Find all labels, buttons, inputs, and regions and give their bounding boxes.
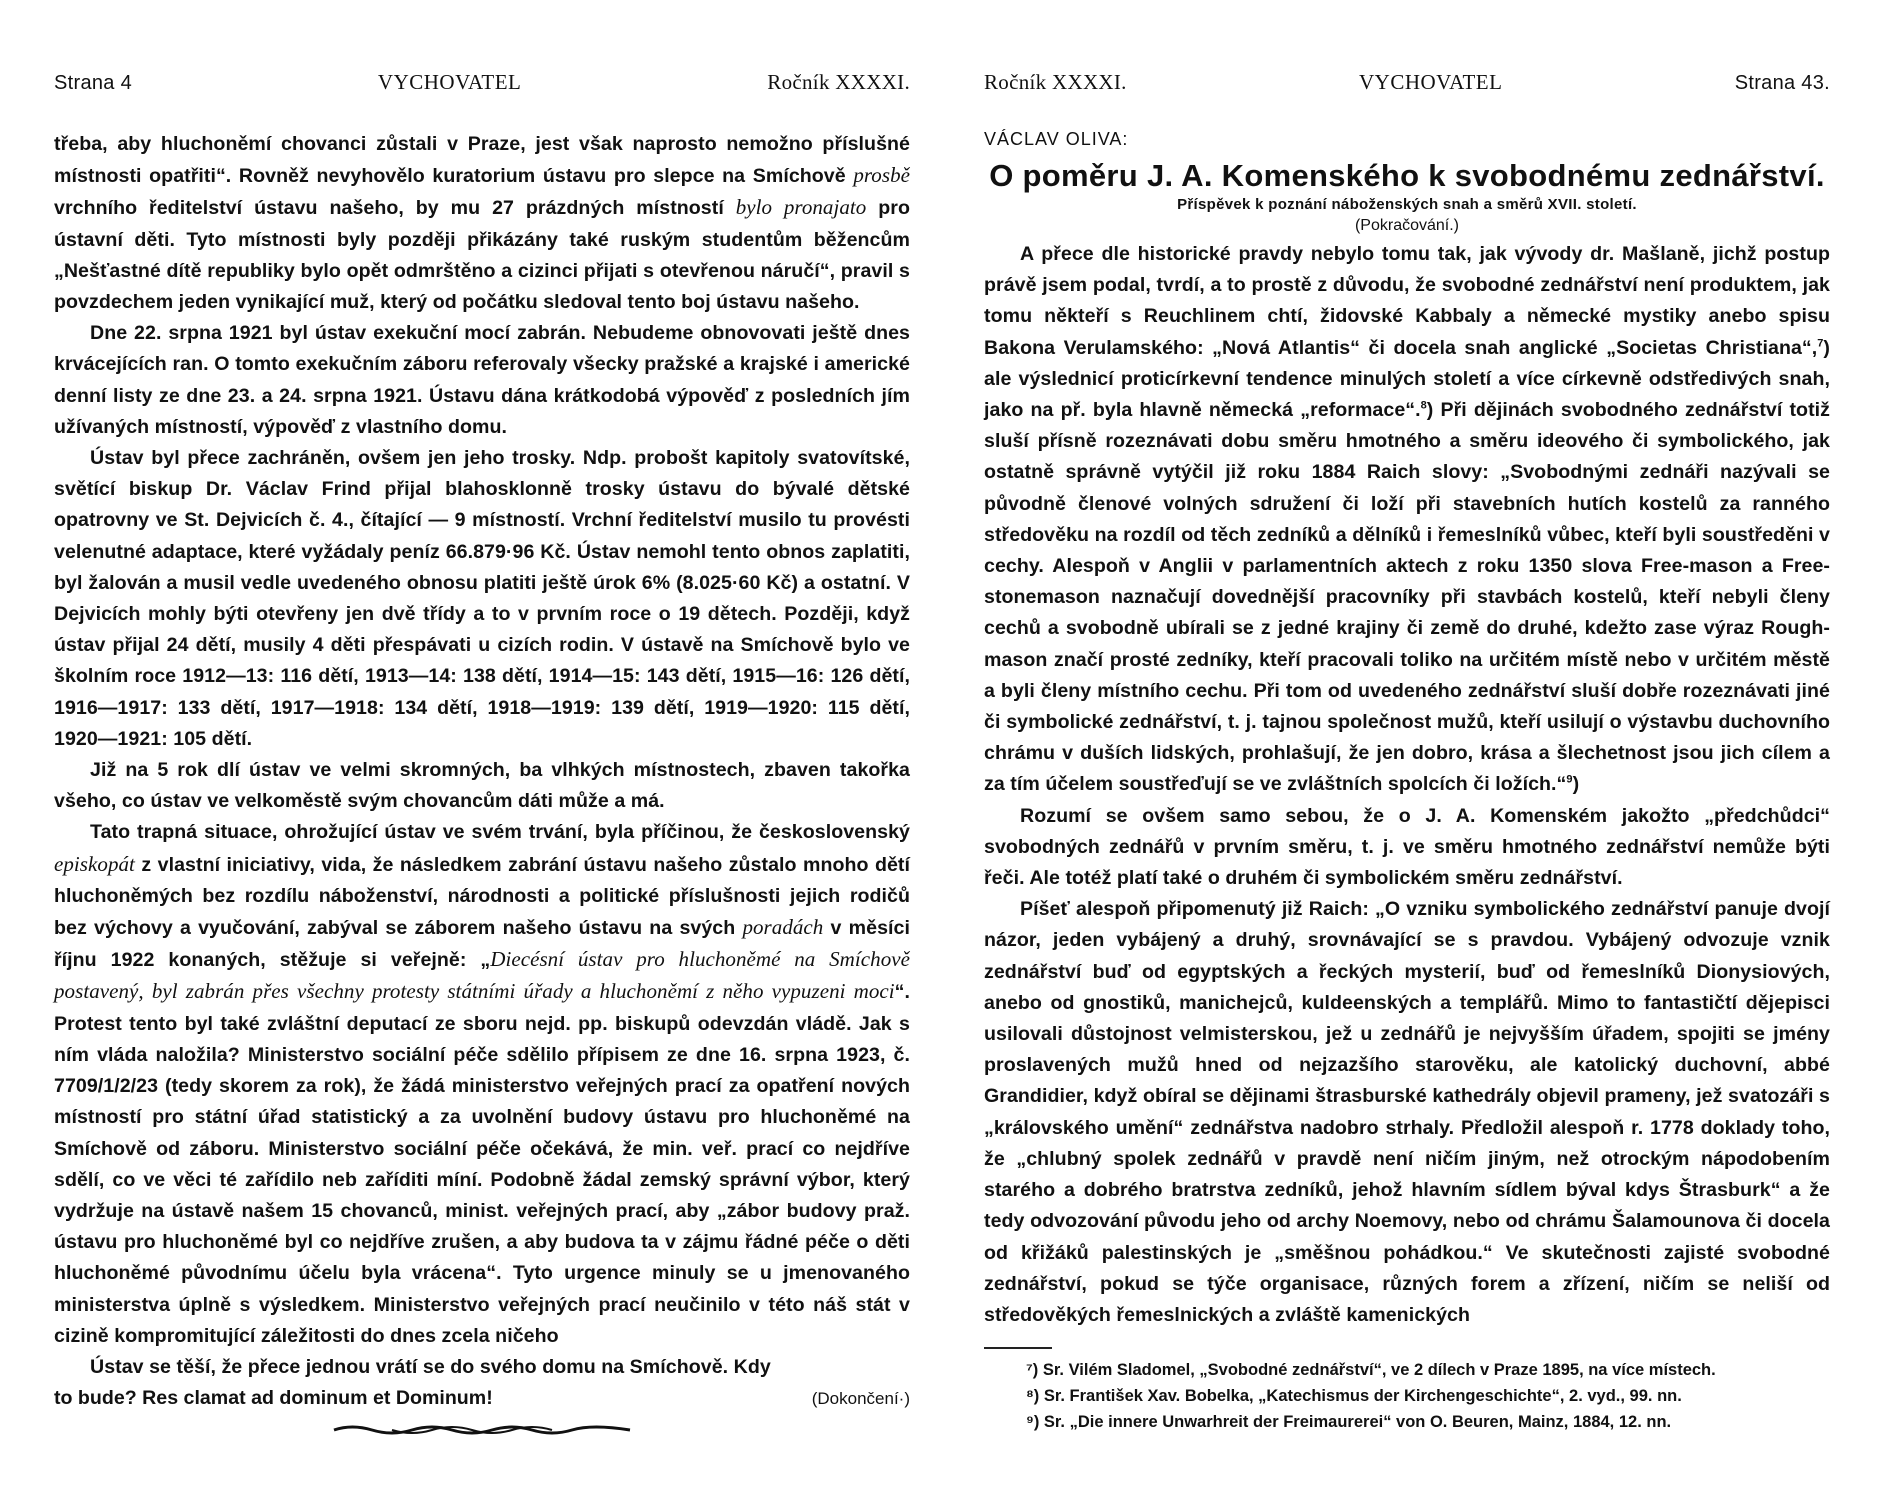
- continued-note: (Dokončení·): [811, 1389, 910, 1409]
- left-paragraph: Ústav se těší, že přece jednou vrátí se do svého domu na Smíchově. Kdy: [90, 1355, 771, 1378]
- left-body-text: [54, 129, 910, 1383]
- right-paragraph: Rozumí se ovšem samo sebou, že o J. A. Komenském jakožto „předchůdci“ svobodných zednářů v prvním směru, t. j. ve směru hmotného zednářství nemůže býti řeči. Ale totéž platí také o druhém či symbolickém směru zednářství.: [984, 804, 1830, 890]
- left-page: [0, 0, 930, 1500]
- footnote-8: ⁸) Sr. František Xav. Bobelka, „Katechismus der Kirchengeschichte“, 2. vyd., 99. nn.: [1026, 1387, 1682, 1406]
- right-body-text: [984, 239, 1830, 1331]
- left-paragraph: Již na 5 rok dlí ústav ve velmi skromných, ba vlhkých místnostech, zbaven takořka všeho, co ústav ve velkoměstě svým chovancům dáti může a má.: [54, 759, 910, 813]
- emphasis-text: bylo pronajato: [735, 195, 867, 220]
- footnote-reference: 7: [1817, 337, 1824, 350]
- continuation-note: (Pokračování.): [1354, 217, 1460, 234]
- right-paragraph: A přece dle historické pravdy nebylo tomu tak, jak vývody dr. Mašlaně, jichž postup právě jsem podal, tvrdí, a to prostě z důvodu, že svobodné zednářství není produktem, jak tomu někteří s Reuchlinem chtí, židovské Kabbaly a německé mystiky anebo spisu Bakona Verulamského: „Nová Atlantis“ či docela snah anglické „Societas Christiana“,$^7$) ale výslednicí proticírkevní tendence minulých století a více církevně odstředivých snah, jako na př. byla hlavně německá „reformace“.$^8$) Při dějinách svobodného zednářství totiž sluší přísně rozeznávati dobu směru hmotného a směru ideového či symbolického, jak ostatně správně vytýčil již roku 1884 Raich slovy: „Svobodnými zednáři nazývali se původně členové volných sdružení či loží při stavebních hutích kostelů za ranného středověku na rozdíl od těch zedníků a dělníků i řemeslníků vůbec, kteří byli soustředěni v cechy. Alespoň v Anglii v parlamentních aktech z roku 1350 slova Free-mason a Free-stonemason naznačují dovednější pracovníky při stavbách kostelů, kteří nebyli členy cechů a svobodně ubírali se z jedné krajiny či země do druhé, kdežto zase výraz Rough-mason značí prosté zedníky, kteří pracovali toliko na určitém místě nebo v určitém městě a byli členy místního cechu. Při tom od uvedeného zednářství sluší dobře rozeznávati jiné či symbolické zednářství, t. j. tajnou společnost mužů, kteří usilují o výstavbu duchovního chrámu v duších lidských, prohlašují, že jen dobro, krása a šlechetnost jsou jich cílem a za tím účelem soustřeďují se ve zvláštních spolcích či ložích.“$^9$): [984, 243, 1830, 796]
- right-journal-name: VYCHOVATEL: [1358, 70, 1503, 94]
- end-ornament-icon: [332, 1422, 632, 1438]
- emphasis-text: episkopát: [54, 851, 135, 876]
- closing-sentence: to bude? Res clamat ad dominum et Dominum!: [54, 1387, 493, 1410]
- left-closing-line: [54, 1383, 910, 1414]
- left-page-number: Strana 4: [54, 72, 133, 94]
- right-page-number: Strana 43.: [1734, 72, 1830, 94]
- right-page: [964, 0, 1880, 1500]
- footnote-7: ⁷) Sr. Vilém Sladomel, „Svobodné zednářství“, ve 2 dílech v Praze 1895, na více místech.: [1026, 1361, 1716, 1380]
- footnote-reference: 9: [1566, 773, 1573, 786]
- right-volume: Ročník XXXXI.: [984, 70, 1127, 94]
- left-paragraph: Dne 22. srpna 1921 byl ústav exekuční mocí zabrán. Nebudeme obnovovati ještě dnes krvácejících ran. O tomto exekučním záboru referovaly všecky pražské a krajské i americké denní listy ze dne 23. a 24. srpna 1921. Ústavu dána krátkodobá výpověď z posledních jím užívaných místností, výpověď z vlastního domu.: [54, 322, 910, 438]
- footnote-divider: [984, 1347, 1052, 1349]
- emphasis-text: poradách: [742, 915, 824, 940]
- left-paragraph: Tato trapná situace, ohrožující ústav ve svém trvání, byla příčinou, že československý episkopát z vlastní iniciativy, vida, že následkem zabrání ústavu našeho zůstalo mnoho dětí hluchoněmých bez rozdílu náboženství, národnosti a politické příslušnosti jejich rodičů bez výchovy a vyučování, zabýval se záborem našeho ústavu na svých poradách v měsíci říjnu 1922 konaných, stěžuje si veřejně: „Diecésní ústav pro hluchoněmé na Smíchově postavený, byl zabrán přes všechny protesty státními úřady a hluchoněmí z něho vypuzeni moci“. Protest tento byl také zvláštní deputací ze sboru nejd. pp. biskupů odevzdán vládě. Jak s ním vláda naložila? Ministerstvo sociální péče sdělilo přípisem ze dne 16. srpna 1923, č. 7709/1/2/23 (tedy skorem za rok), že žádá ministerstvo veřejných prací za opatření nových místností pro státní úřad statistický a za uvolnění budovy ústavu pro hluchoněmé na Smíchově od záboru. Ministerstvo sociální péče očekává, že min. veř. prací co nejdříve sdělí, co ve věci té zařídilo neb zaříditi míní. Podobně žádal zemský správní výbor, který vydržuje na ústavě našem 15 chovanců, minist. veřejných prací, aby „zábor budovy praž. ústavu pro hluchoněmé byl co nejdříve zrušen, a aby budova ta v zájmu řádné péče o děti hluchoněmé původnímu účelu byla vrácena“. Tyto urgence minuly se u jmenovaného ministerstva úplně s výsledkem. Ministerstvo veřejných prací neučinilo v této náš stát v cizině kompromitující záležitosti do dnes zcela ničeho: [54, 821, 910, 1347]
- footnote-reference: 8: [1420, 399, 1427, 412]
- footnotes: [984, 1357, 1830, 1435]
- article-subtitle: Příspěvek k poznání náboženských snah a směrů XVII. století.: [1177, 196, 1637, 213]
- article-author: VÁCLAV OLIVA:: [984, 129, 1129, 149]
- right-running-head: [984, 70, 1830, 95]
- left-running-head: [54, 70, 910, 95]
- left-paragraph: Ústav byl přece zachráněn, ovšem jen jeho trosky. Ndp. probošt kapitoly svatovítské, světící biskup Dr. Václav Frind přijal blahosklonně trosky ústavu do bývalé dětské opatrovny ve St. Dejvicích č. 4., čítající — 9 místností. Vrchní ředitelství musilo tu provésti velenutné adaptace, které vyžádaly peníz 66.879·96 Kč. Ústav nemohl tento obnos zaplatiti, byl žalován a musil vedle uvedeného obnosu platiti ještě úrok 6% (8.025·60 Kč) a ostatní. V Dejvicích mohly býti otevřeny jen dvě třídy a to v prvním roce o 19 dětech. Později, když ústav přijal 24 dětí, musily 4 děti přespávati u cizích rodin. V ústavě na Smíchově bylo ve školním roce 1912—13: 116 dětí, 1913—14: 138 dětí, 1914—15: 143 dětí, 1915—16: 126 dětí, 1916—1917: 133 dětí, 1917—1918: 134 dětí, 1918—1919: 139 dětí, 1919—1920: 115 dětí, 1920—1921: 105 dětí.: [54, 447, 910, 750]
- left-paragraph: třeba, aby hluchoněmí chovanci zůstali v Praze, jest však naprosto nemožno příslušné místnosti opatřiti“. Rovněž nevyhovělo kuratorium ústavu pro slepce na Smíchově prosbě vrchního ředitelství ústavu našeho, by mu 27 prázdných místností bylo pronajato pro ústavní děti. Tyto místnosti byly později přikázány také ruským studentům běžencům „Nešťastné dítě republiky bylo opět odmrštěno a cizinci přijati s otevřenou náručí“, pravil s povzdechem jeden vynikající muž, který od počátku sledoval tento boj ústavu našeho.: [54, 133, 910, 314]
- left-volume: Ročník XXXXI.: [767, 70, 910, 94]
- footnote-9: ⁹) Sr. „Die innere Unwarhreit der Freimaurerei“ von O. Beuren, Mainz, 1884, 12. nn.: [1026, 1413, 1672, 1432]
- emphasis-text: prosbě: [853, 163, 910, 188]
- left-journal-name: VYCHOVATEL: [377, 70, 522, 94]
- article-title: O poměru J. A. Komenského k svobodnému zednářství.: [989, 158, 1825, 193]
- right-paragraph: Píšeť alespoň připomenutý již Raich: „O vzniku symbolického zednářství panuje dvojí názor, jeden vybájený a druhý, srovnávající se s pravdou. Vybájený odvozuje vznik zednářství buď od egyptských a řeckých mysterií, buď od řemeslníků Dionysiových, anebo od gnostiků, manichejců, kuldeenských a templářů. Mimo to fantastičtí dějepisci usilovali důstojnost velmisterskou, jež u zednářů je nejvyšším úřadem, spojiti se jmény proslavených mužů hned od nejzazšího starověku, ale katolický duchovní, abbé Grandidier, když obíral se dějinami štrasburské kathedrály objevil prameny, jež svatozáři s „královského umění“ zednářstva nadobro strhaly. Předložil alespoň r. 1778 doklady toho, že „chlubný spolek zednářů v pravdě není ničím jiným, než otrockým nápodobením starého a dobrého bratrstva zedníků, jehož hlavním sídlem býval kdys Štrasburk“ a že tedy odvozování původu jeho od archy Noemovy, nebo od chrámu Šalamounova či docela od křižáků palestinských je „směšnou pohádkou.“ Ve skutečnosti zajisté svobodné zednářství, pokud se týče organisace, různých forem a zřízení, ničím se neliší od středověkých řemeslnických a zvláště kamenických: [984, 898, 1830, 1326]
- emphasis-text: Diecésní ústav pro hluchoněmé na Smíchově postavený, byl zabrán přes všechny protesty státními úřady a hluchoněmí z něho vypuzeni moci: [54, 947, 910, 1004]
